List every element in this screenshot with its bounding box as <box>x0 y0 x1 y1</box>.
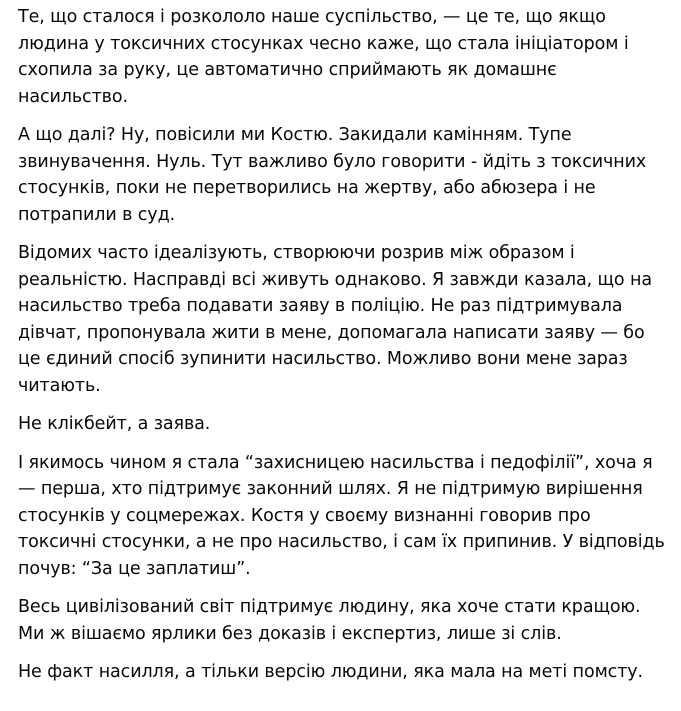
post-paragraph-7: Не факт насилля, а тільки версію людини, яка мала на меті помсту. <box>18 662 644 682</box>
post-paragraph-5: І якимось чином я стала “захисницею насильства і педофілії”, хоча я — перша, хто підтримує законний шлях. Я не підтримую вирішення стосунків у соцмережах. Костя у своєму визнанні говорив про токсичні стосунки, а не про насильство, і сам їх припинив. У відповідь почув: “За це заплатиш”. <box>18 452 665 579</box>
post-paragraph-6: Весь цивілізований світ підтримує людину, яка хоче стати кращою. Ми ж вішаємо ярлики без доказів і експертиз, лише зі слів. <box>18 597 641 644</box>
post-paragraph-3: Відомих часто ідеалізують, створюючи розрив між образом і реальністю. Насправді всі живуть однаково. Я завжди казала, що на насильство треба подавати заяву в поліцію. Не раз підтримувала дівчат, пропонувала жити в мене, допомагала написати заяву — бо це єдиний спосіб зупинити насильство. Можливо вони мене зараз читають. <box>18 243 652 396</box>
post-paragraph-4: Не клікбейт, а заява. <box>18 414 211 434</box>
post-paragraph-1: Те, що сталося і розкололо наше суспільство, — це те, що якщо людина у токсичних стосунках чесно каже, що стала ініціатором і схопила за руку, це автоматично сприймають як домашнє насильство. <box>18 7 629 107</box>
post-paragraph-2: А що далі? Ну, повісили ми Костю. Закидали камінням. Тупе звинувачення. Нуль. Тут важливо було говорити - йдіть з токсичних стосунків, поки не перетворились на жертву, або абюзера і не потрапили в суд. <box>18 125 647 225</box>
